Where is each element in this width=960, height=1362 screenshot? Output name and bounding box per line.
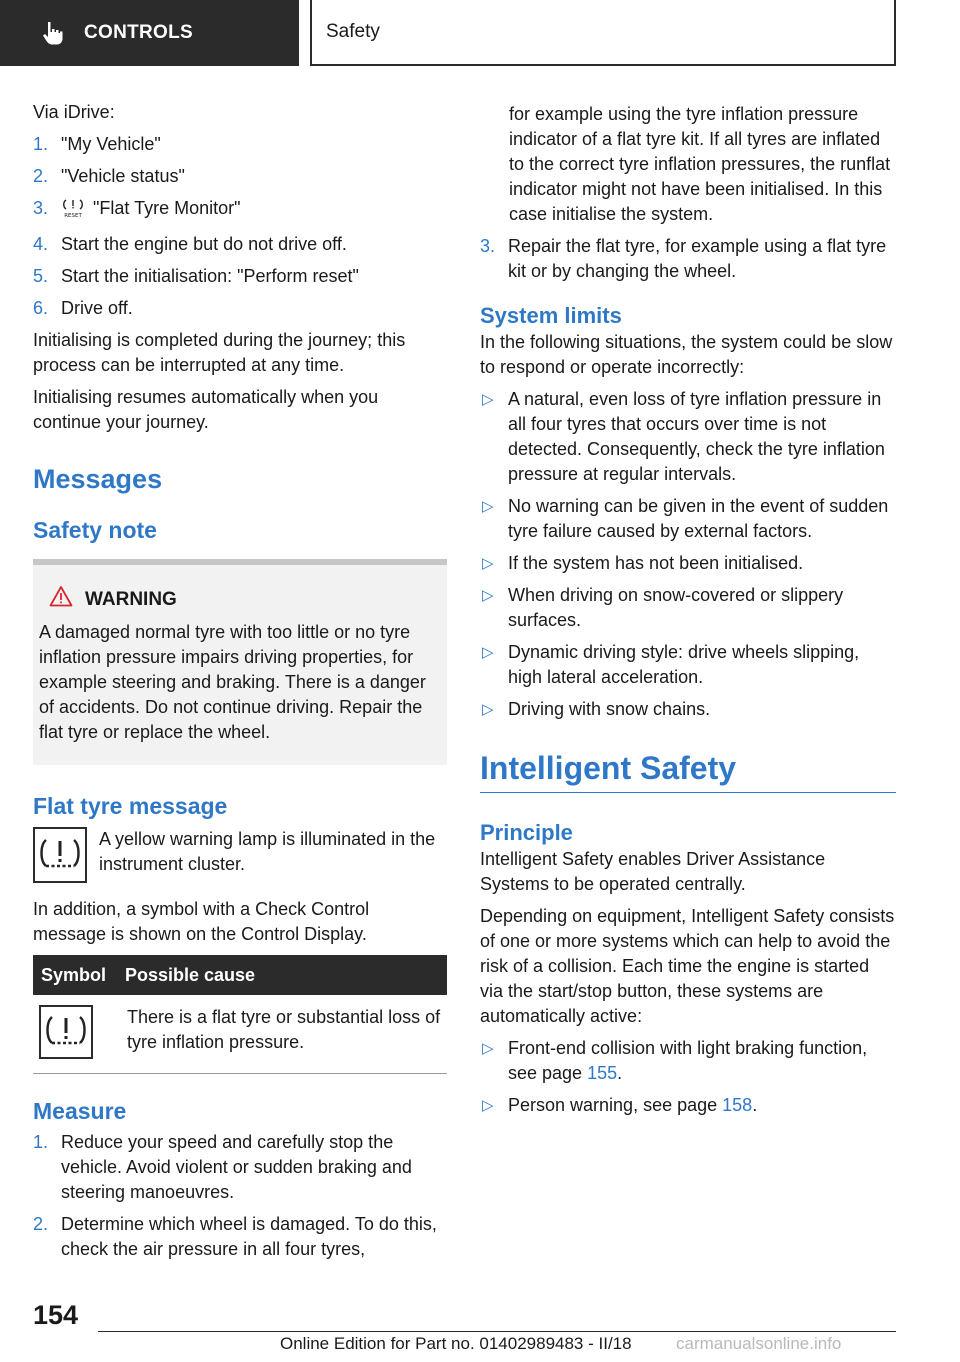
column-header: Possible cause [125,964,256,985]
intelligent-safety-list [480,1036,896,1118]
warning-box [33,559,447,765]
flat-tyre-lamp-block [33,827,447,883]
table-row [33,995,447,1074]
list-item: ▷ When driving on snow-covered or slippery surfaces. [482,585,844,630]
table-cell: There is a flat tyre or substantial loss of tyre inflation pressure. [127,1007,441,1052]
list-item: 5. Start the initialisation: "Perform reset" [33,266,359,286]
list-item: 2. Determine which wheel is damaged. To do this, check the air pressure in all four tyres, [33,1214,437,1259]
intro-text: Via iDrive: [33,102,115,122]
watermark: carmanualsonline.info [676,1334,842,1353]
hand-pointer-icon [40,20,66,46]
measure-steps [33,1130,447,1262]
tpms-symbol-icon [39,1005,93,1059]
symbol-table [33,955,447,1074]
heading-messages: Messages [33,464,163,494]
paragraph: Depending on equipment, Intelligent Safety consists of one or more systems which can help to avoid the risk of a collision. Each time the engine is started via the start/stop button, these systems are automatically active: [480,906,895,1026]
svg-text:RESET: RESET [64,213,82,218]
page-link-155[interactable]: 155 [587,1063,618,1083]
edition-text: Online Edition for Part no. 01402989483 - II/18 [280,1334,632,1353]
bullet-triangle-icon: ▷ [482,555,494,572]
list-item: 3. Repair the flat tyre, for example using a flat tyre kit or by changing the wheel. [480,236,887,281]
section-tab [310,0,896,66]
list-item: ▷ Driving with snow chains. [480,697,896,722]
page-number: 154 [33,1300,79,1330]
page-link-158[interactable]: 158 [722,1095,753,1115]
list-item: ▷ Person warning, see page 158. [480,1093,896,1118]
list-item: 3. RESET "Flat Tyre Monitor" [33,196,447,225]
heading-system-limits: System limits [480,303,622,328]
list-item: ▷ If the system has not been initialised. [480,551,896,576]
list-item: 6. Drive off. [33,298,133,318]
tpms-warning-icon [33,827,87,883]
paragraph: In the following situations, the system could be slow to respond or operate incorrectly: [480,332,893,377]
reset-icon [61,198,85,225]
table-header [33,955,447,995]
chapter-label: CONTROLS [84,22,194,43]
footer-divider [98,1331,896,1332]
column-header: Symbol [41,964,107,985]
measure-steps-continued [480,234,896,284]
right-column [480,102,896,1125]
bullet-triangle-icon: ▷ [482,644,494,661]
list-item: 4. Start the engine but do not drive off. [33,234,347,254]
heading-intelligent-safety: Intelligent Safety [480,748,896,793]
bullet-triangle-icon: ▷ [482,587,494,604]
list-item: ▷ No warning can be given in the event of sudden tyre failure caused by external factors. [482,496,889,541]
bullet-triangle-icon: ▷ [482,1040,494,1057]
paragraph: Intelligent Safety enables Driver Assistance Systems to be operated centrally. [480,849,826,894]
section-label: Safety [326,21,380,42]
list-item: ▷ Front-end collision with light braking function, see page 155. [482,1038,868,1083]
heading-measure: Measure [33,1098,127,1124]
list-item: 1. Reduce your speed and carefully stop the vehicle. Avoid violent or sudden braking and steering manoeuvres. [33,1132,412,1202]
bullet-triangle-icon: ▷ [482,498,494,515]
paragraph: Initialising is completed during the journey; this process can be interrupted at any time. [33,330,406,375]
continued-text: for example using the tyre inflation pressure indicator of a flat tyre kit. If all tyres are inflated to the correct tyre inflation pressures, the runflat indicator might not have been initialised. In this case initialise the system. [509,104,891,224]
warning-header [49,585,439,614]
bullet-triangle-icon: ▷ [482,701,494,718]
paragraph: In addition, a symbol with a Check Control message is shown on the Control Display. [33,899,370,944]
flat-tyre-text: A yellow warning lamp is illuminated in the instrument cluster. [99,829,436,874]
list-item: ▷ Dynamic driving style: drive wheels slipping, high lateral acceleration. [482,642,860,687]
heading-principle: Principle [480,820,573,845]
list-item: 2. "Vehicle status" [33,166,185,186]
warning-text: A damaged normal tyre with too little or no tyre inflation pressure impairs driving properties, for example steering and braking. There is a danger of accidents. Do not continue driving. Repair the flat tyre or replace the wheel. [39,622,426,742]
left-column [33,100,447,1269]
paragraph: Initialising resumes automatically when you continue your journey. [33,387,379,432]
heading-safety-note: Safety note [33,517,157,543]
bullet-triangle-icon: ▷ [482,391,494,408]
list-item: ▷ A natural, even loss of tyre inflation pressure in all four tyres that occurs over time is not detected. Consequently, check the tyre inflation pressure at regular intervals. [482,389,885,484]
chapter-tab [0,0,299,66]
warning-triangle-icon [49,585,73,614]
heading-flat-tyre-message: Flat tyre message [33,793,228,819]
list-item: 1. "My Vehicle" [33,134,161,154]
bullet-triangle-icon: ▷ [482,1097,494,1114]
system-limits-list [480,387,896,722]
idrive-steps [33,132,447,321]
warning-title: WARNING [85,589,177,610]
